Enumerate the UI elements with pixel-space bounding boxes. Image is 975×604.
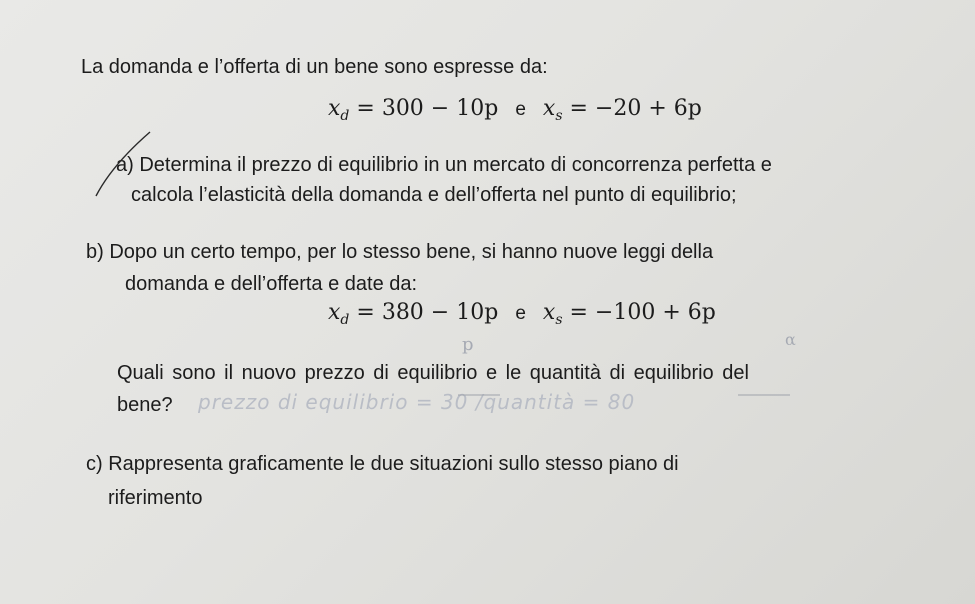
eq1-xd-rhs: = 300 − 10p bbox=[356, 96, 499, 121]
part-c-line-2: riferimento bbox=[108, 487, 203, 509]
equation-2 bbox=[328, 300, 716, 328]
eq1-xs-sub: s bbox=[555, 108, 563, 124]
handwritten-answer: prezzo di equilibrio = 30 /quantità = 80 bbox=[198, 390, 636, 414]
eq2-xd-var: x bbox=[328, 300, 341, 325]
part-b-line-2: domanda e dell’offerta e date da: bbox=[125, 273, 418, 295]
eq2-xd-sub: d bbox=[340, 312, 350, 328]
part-b-line-1: b) Dopo un certo tempo, per lo stesso bene, si hanno nuove leggi della bbox=[86, 241, 714, 263]
part-a-line-2: calcola l’elasticità della domanda e dell’offerta nel punto di equilibrio; bbox=[131, 184, 737, 206]
part-b-question-line-1: Quali sono il nuovo prezzo di equilibrio e le quantità di equilibrio del bbox=[117, 362, 749, 384]
handwritten-mark-alpha: α bbox=[785, 330, 796, 349]
part-b-question-line-2: bene? bbox=[117, 394, 173, 416]
eq2-xs-sub: s bbox=[555, 312, 563, 328]
part-a-line-1: a) Determina il prezzo di equilibrio in un mercato di concorrenza perfetta e bbox=[116, 154, 772, 176]
eq1-xd-var: x bbox=[328, 96, 341, 121]
eq2-xs-var: x bbox=[542, 300, 556, 325]
eq2-xd-rhs: = 380 − 10p bbox=[356, 300, 499, 325]
part-c-line-1: c) Rappresenta graficamente le due situazioni sullo stesso piano di bbox=[86, 453, 679, 475]
eq1-xs-var: x bbox=[542, 96, 556, 121]
eq2-conjunction: e bbox=[515, 303, 526, 324]
equation-1 bbox=[328, 96, 702, 124]
eq1-xd-sub: d bbox=[340, 108, 350, 124]
handwritten-mark-p: p bbox=[462, 334, 474, 355]
eq1-conjunction: e bbox=[515, 99, 526, 120]
intro-text: La domanda e l’offerta di un bene sono espresse da: bbox=[81, 56, 548, 78]
eq1-xs-rhs: = −20 + 6p bbox=[569, 96, 702, 121]
eq2-xs-rhs: = −100 + 6p bbox=[569, 300, 716, 325]
